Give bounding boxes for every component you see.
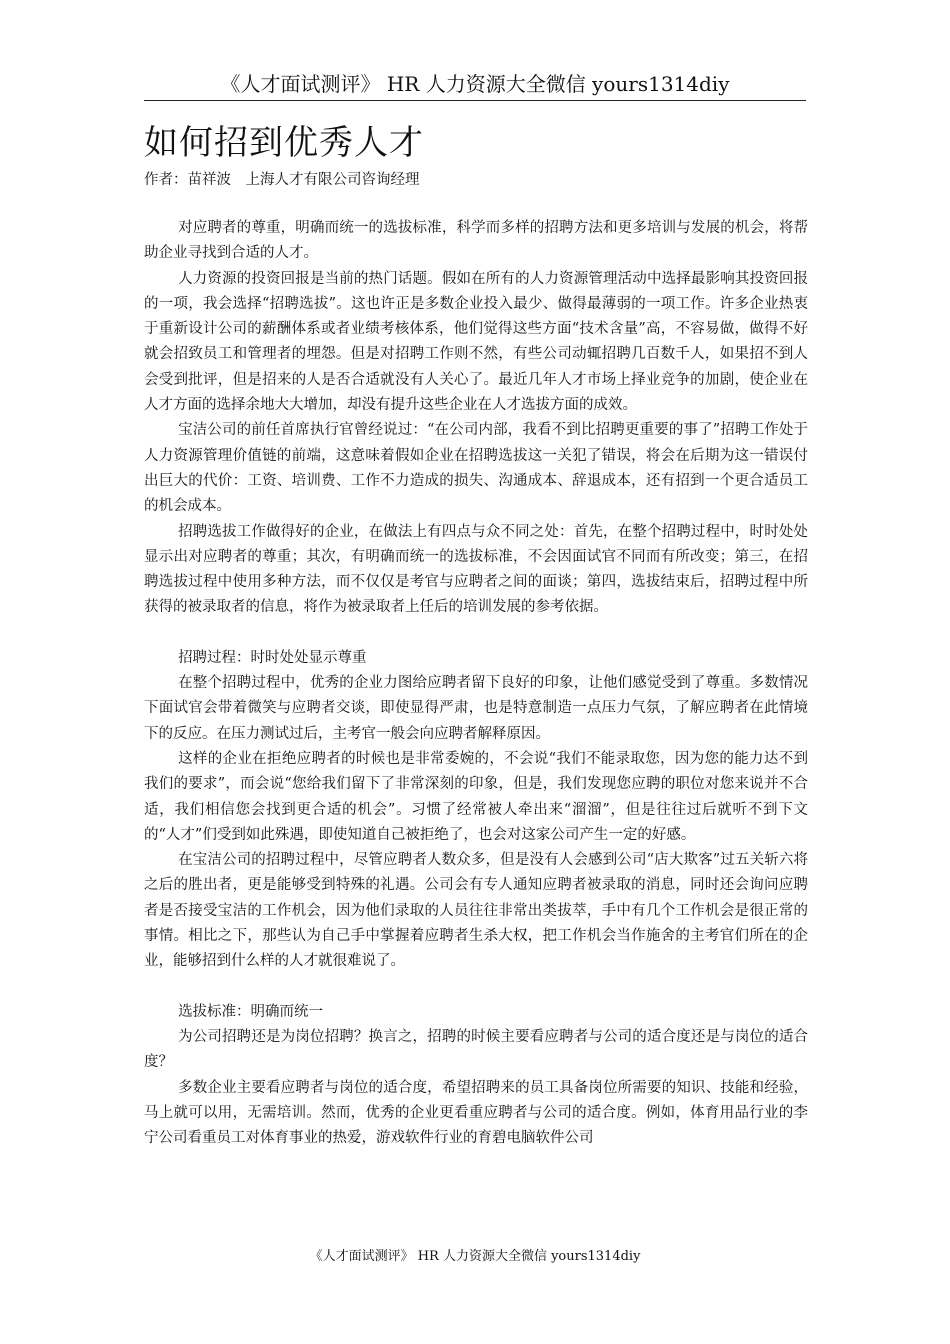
- page-header: 《人才面试测评》 HR 人力资源大全微信 yours1314diy: [144, 70, 806, 101]
- paragraph-gap: [144, 621, 808, 646]
- body-paragraph: 招聘选拔工作做得好的企业，在做法上有四点与众不同之处：首先，在整个招聘过程中，时时处处显示出对应聘者的尊重；其次，有明确而统一的选拔标准，不会因面试官不同而有所改变；第三，在招聘选拔过程中使用多种方法，而不仅仅是考官与应聘者之间的面谈；第四，选拔结束后，招聘过程中所获得的被录取者的信息，将作为被录取者上任后的培训发展的参考依据。: [144, 523, 808, 616]
- body-paragraph: 在宝洁公司的招聘过程中，尽管应聘者人数众多，但是没有人会感到公司“店大欺客”过五关斩六将之后的胜出者，更是能够受到特殊的礼遇。公司会有专人通知应聘者被录取的消息，同时还会询问应聘者是否接受宝洁的工作机会，因为他们录取的人员往往非常出类拔萃，手中有几个工作机会是很正常的事情。相比之下，那些认为自己手中掌握着应聘者生杀大权，把工作机会当作施舍的主考官们所在的企业，能够招到什么样的人才就很难说了。: [144, 852, 808, 970]
- body-paragraph: 人力资源的投资回报是当前的热门话题。假如在所有的人力资源管理活动中选择最影响其投资回报的一项，我会选择“招聘选拔”。这也许正是多数企业投入最少、做得最薄弱的一项工作。许多企业热衷于重新设计公司的薪酬体系或者业绩考核体系，他们觉得这些方面“技术含量”高，不容易做，做得不好就会招致员工和管理者的埋怨。但是对招聘工作则不然，有些公司动辄招聘几百数千人，如果招不到人会受到批评，但是招来的人是否合适就没有人关心了。最近几年人才市场上择业竞争的加剧，使企业在人才方面的选择余地大大增加，却没有提升这些企业在人才选拔方面的成效。: [144, 270, 808, 414]
- body-paragraph: 多数企业主要看应聘者与岗位的适合度，希望招聘来的员工具备岗位所需要的知识、技能和经验，马上就可以用，无需培训。然而，优秀的企业更看重应聘者与公司的适合度。例如，体育用品行业的李宁公司看重员工对体育事业的热爱，游戏软件行业的育碧电脑软件公司: [144, 1079, 808, 1147]
- body-paragraph: 这样的企业在拒绝应聘者的时候也是非常委婉的，不会说“我们不能录取您，因为您的能力达不到我们的要求”，而会说“您给我们留下了非常深刻的印象，但是，我们发现您应聘的职位对您来说并不合适，我们相信您会找到更合适的机会”。习惯了经常被人牵出来“溜溜”，但是往往过后就听不到下文的“人才”们受到如此殊遇，即使知道自己被拒绝了，也会对这家公司产生一定的好感。: [144, 750, 808, 843]
- paragraph-gap: [144, 975, 808, 1000]
- body-paragraph: 宝洁公司的前任首席执行官曾经说过：“在公司内部，我看不到比招聘更重要的事了”招聘工作处于人力资源管理价值链的前端，这意味着假如企业在招聘选拔这一关犯了错误，将会在后期为这一错误付出巨大的代价：工资、培训费、工作不力造成的损失、沟通成本、辞退成本，还有招到一个更合适员工的机会成本。: [144, 422, 808, 515]
- section-heading-selection-criteria: 选拔标准：明确而统一: [178, 1003, 324, 1020]
- article-body: [144, 216, 808, 1151]
- page-footer: 《人才面试测评》 HR 人力资源大全微信 yours1314diy: [309, 1249, 641, 1264]
- body-paragraph: 为公司招聘还是为岗位招聘？换言之，招聘的时候主要看应聘者与公司的适合度还是与岗位的适合度？: [144, 1028, 808, 1071]
- section-heading-recruiting-process: 招聘过程：时时处处显示尊重: [178, 649, 367, 666]
- body-paragraph: 在整个招聘过程中，优秀的企业力图给应聘者留下良好的印象，让他们感觉受到了尊重。多数情况下面试官会带着微笑与应聘者交谈，即使显得严肃，也是特意制造一点压力气氛，了解应聘者在此情境下的反应。在压力测试过后，主考官一般会向应聘者解释原因。: [144, 675, 808, 742]
- intro-paragraph: 对应聘者的尊重，明确而统一的选拔标准，科学而多样的招聘方法和更多培训与发展的机会，将帮助企业寻找到合适的人才。: [144, 220, 808, 262]
- article-title: 如何招到优秀人才: [144, 123, 424, 163]
- author-byline: 作者：苗祥波 上海人才有限公司咨询经理: [144, 172, 420, 188]
